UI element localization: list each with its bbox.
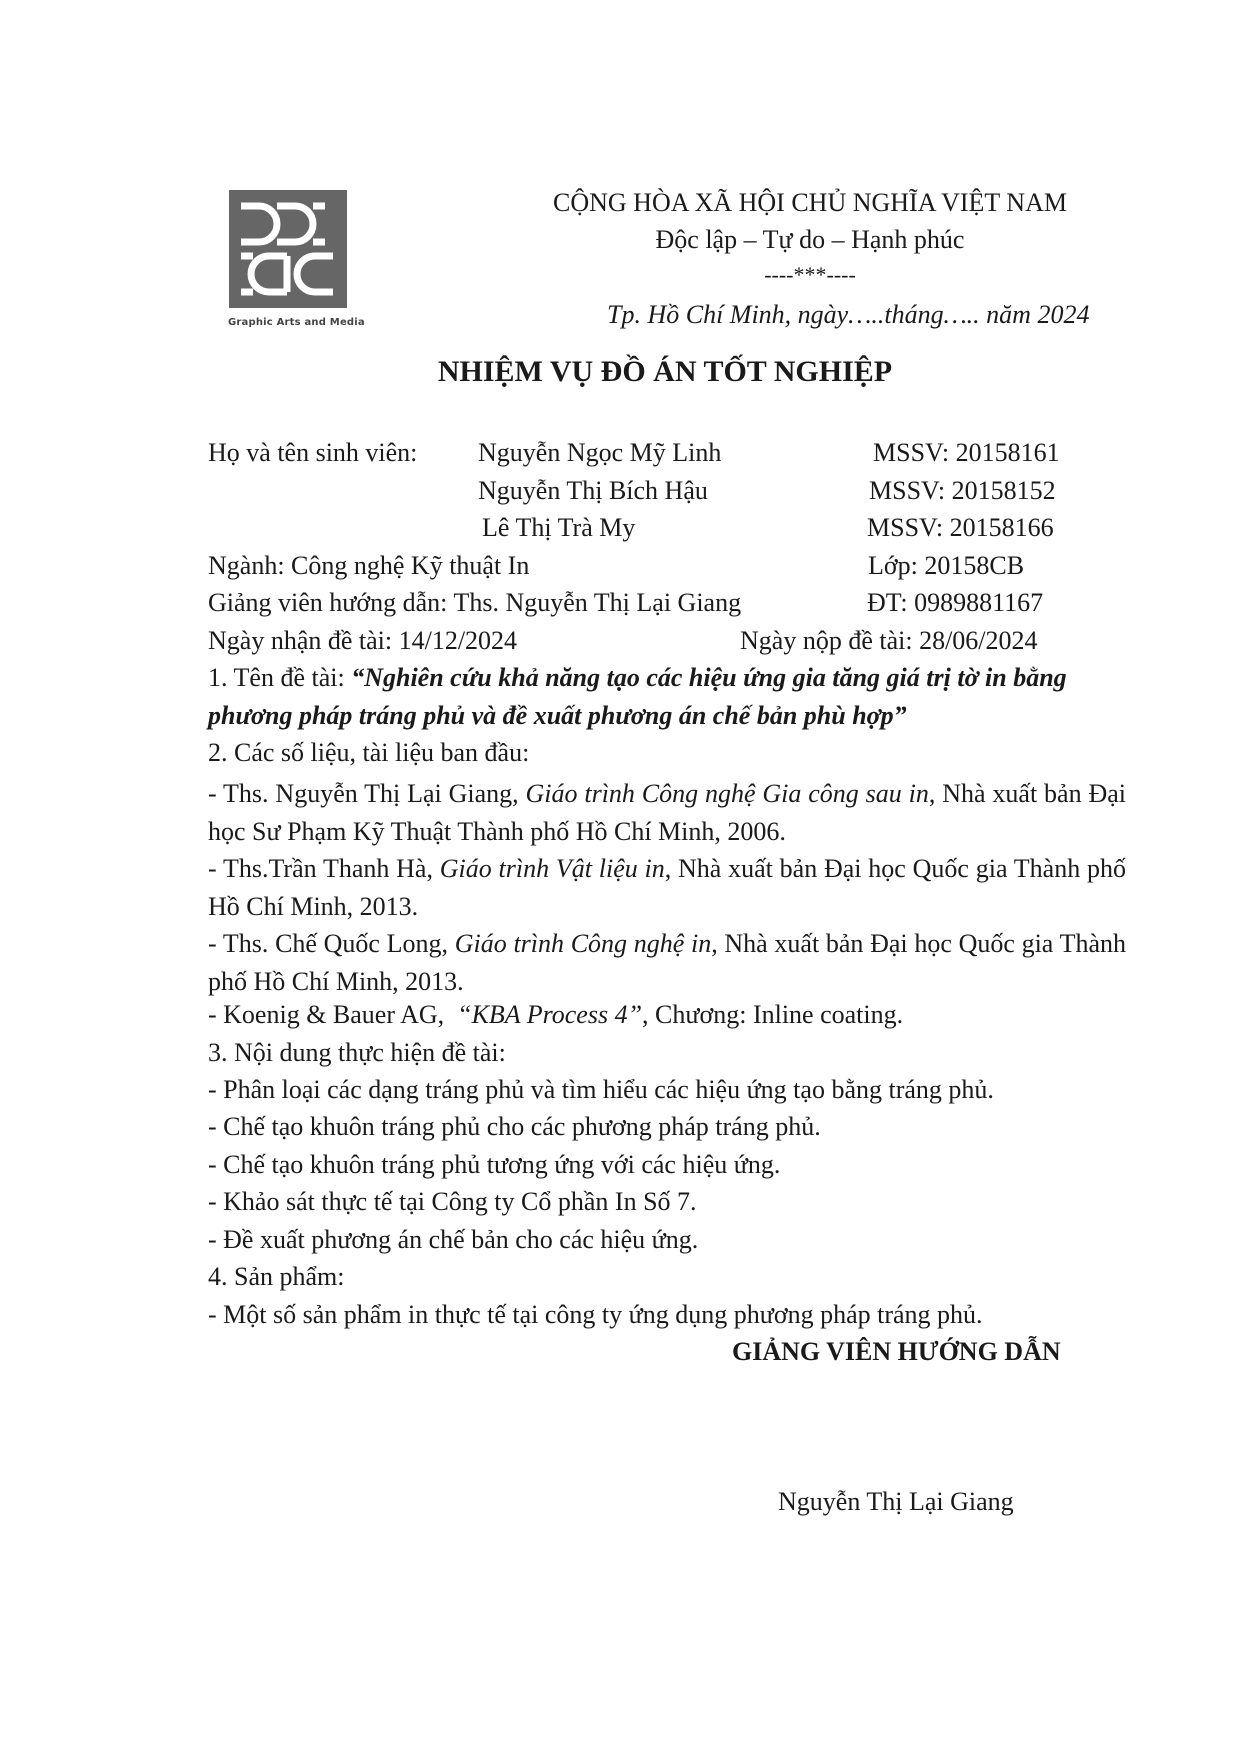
list-item: - Phân loại các dạng tráng phủ và tìm hiểu các hiệu ứng tạo bằng tráng phủ. [208, 1075, 994, 1104]
motto: Độc lập – Tự do – Hạnh phúc [655, 225, 965, 254]
section-2-heading: 2. Các số liệu, tài liệu ban đầu: [208, 738, 530, 767]
reference-item [208, 850, 1126, 925]
separator: ----***---- [764, 262, 856, 287]
list-item: - Chế tạo khuôn tráng phủ cho các phương pháp tráng phủ. [208, 1112, 821, 1141]
gam-logo-icon [229, 190, 347, 308]
reference-publisher: , Nhà xuất bản Đại học Quốc gia Thành phố Hồ Chí Minh, 2013. [208, 854, 1126, 921]
place-date: Tp. Hồ Chí Minh, ngày…..tháng….. năm 2024 [607, 300, 1090, 329]
list-item: - Khảo sát thực tế tại Công ty Cổ phần In Số 7. [208, 1187, 697, 1216]
signature-name: Nguyễn Thị Lại Giang [778, 1487, 1014, 1516]
student-name: Lê Thị Trà My [482, 513, 636, 542]
class: Lớp: 20158CB [868, 551, 1025, 580]
logo-caption: Graphic Arts and Media [228, 317, 365, 328]
reference-author: - Ths.Trần Thanh Hà, [208, 854, 440, 883]
reference-item [208, 925, 1126, 1000]
reference-publisher: , Nhà xuất bản Đại học Quốc gia Thành phố Hồ Chí Minh, 2013. [208, 929, 1126, 996]
topic-title-part-1: “Nghiên cứu khả năng tạo các hiệu ứng gia tăng giá trị tờ in bằng [351, 663, 1067, 692]
reference-publisher: , Nhà xuất bản Đại học Sư Phạm Kỹ Thuật Thành phố Hồ Chí Minh, 2006. [208, 779, 1126, 846]
reference-publisher: , Chương: Inline coating. [642, 1000, 904, 1029]
reference-author: - Ths. Nguyễn Thị Lại Giang, [208, 779, 526, 808]
student-name: Nguyễn Thị Bích Hậu [478, 476, 708, 505]
signature-title: GIẢNG VIÊN HƯỚNG DẪN [732, 1337, 1061, 1366]
nation-heading: CỘNG HÒA XÃ HỘI CHỦ NGHĨA VIỆT NAM [553, 188, 1067, 217]
students-label: Họ và tên sinh viên: [208, 438, 418, 467]
section-4-heading: 4. Sản phẩm: [208, 1262, 345, 1291]
topic-line-1 [208, 663, 1067, 693]
student-name: Nguyễn Ngọc Mỹ Linh [478, 438, 722, 467]
list-item: - Một số sản phẩm in thực tế tại công ty ứng dụng phương pháp tráng phủ. [208, 1300, 983, 1329]
topic-title-part-2: phương pháp tráng phủ và đề xuất phương án chế bản phù hợp” [208, 701, 907, 730]
page-title: NHIỆM VỤ ĐỒ ÁN TỐT NGHIỆP [437, 355, 893, 388]
reference-author: - Ths. Chế Quốc Long, [208, 929, 455, 958]
major: Ngành: Công nghệ Kỹ thuật In [208, 551, 530, 580]
advisor-phone: ĐT: 0989881167 [867, 588, 1044, 617]
reference-author: - Koenig & Bauer AG, [208, 1000, 458, 1029]
reference-title: “KBA Process 4” [457, 1000, 643, 1029]
reference-item [208, 775, 1126, 850]
list-item: - Chế tạo khuôn tráng phủ tương ứng với các hiệu ứng. [208, 1150, 781, 1179]
reference-title: Giáo trình Công nghệ in [454, 929, 712, 958]
reference-title: Giáo trình Công nghệ Gia công sau in [525, 779, 929, 808]
date-submitted: Ngày nộp đề tài: 28/06/2024 [740, 626, 1038, 655]
reference-title: Giáo trình Vật liệu in [439, 854, 665, 883]
section-3-heading: 3. Nội dung thực hiện đề tài: [208, 1038, 506, 1067]
advisor: Giảng viên hướng dẫn: Ths. Nguyễn Thị Lại Giang [208, 588, 742, 617]
reference-item [208, 1000, 903, 1030]
student-id: MSSV: 20158152 [869, 476, 1056, 505]
list-item: - Đề xuất phương án chế bản cho các hiệu ứng. [208, 1225, 699, 1254]
topic-prefix: 1. Tên đề tài: [208, 663, 352, 692]
date-received: Ngày nhận đề tài: 14/12/2024 [208, 626, 518, 655]
student-id: MSSV: 20158161 [873, 438, 1060, 467]
student-id: MSSV: 20158166 [867, 513, 1054, 542]
